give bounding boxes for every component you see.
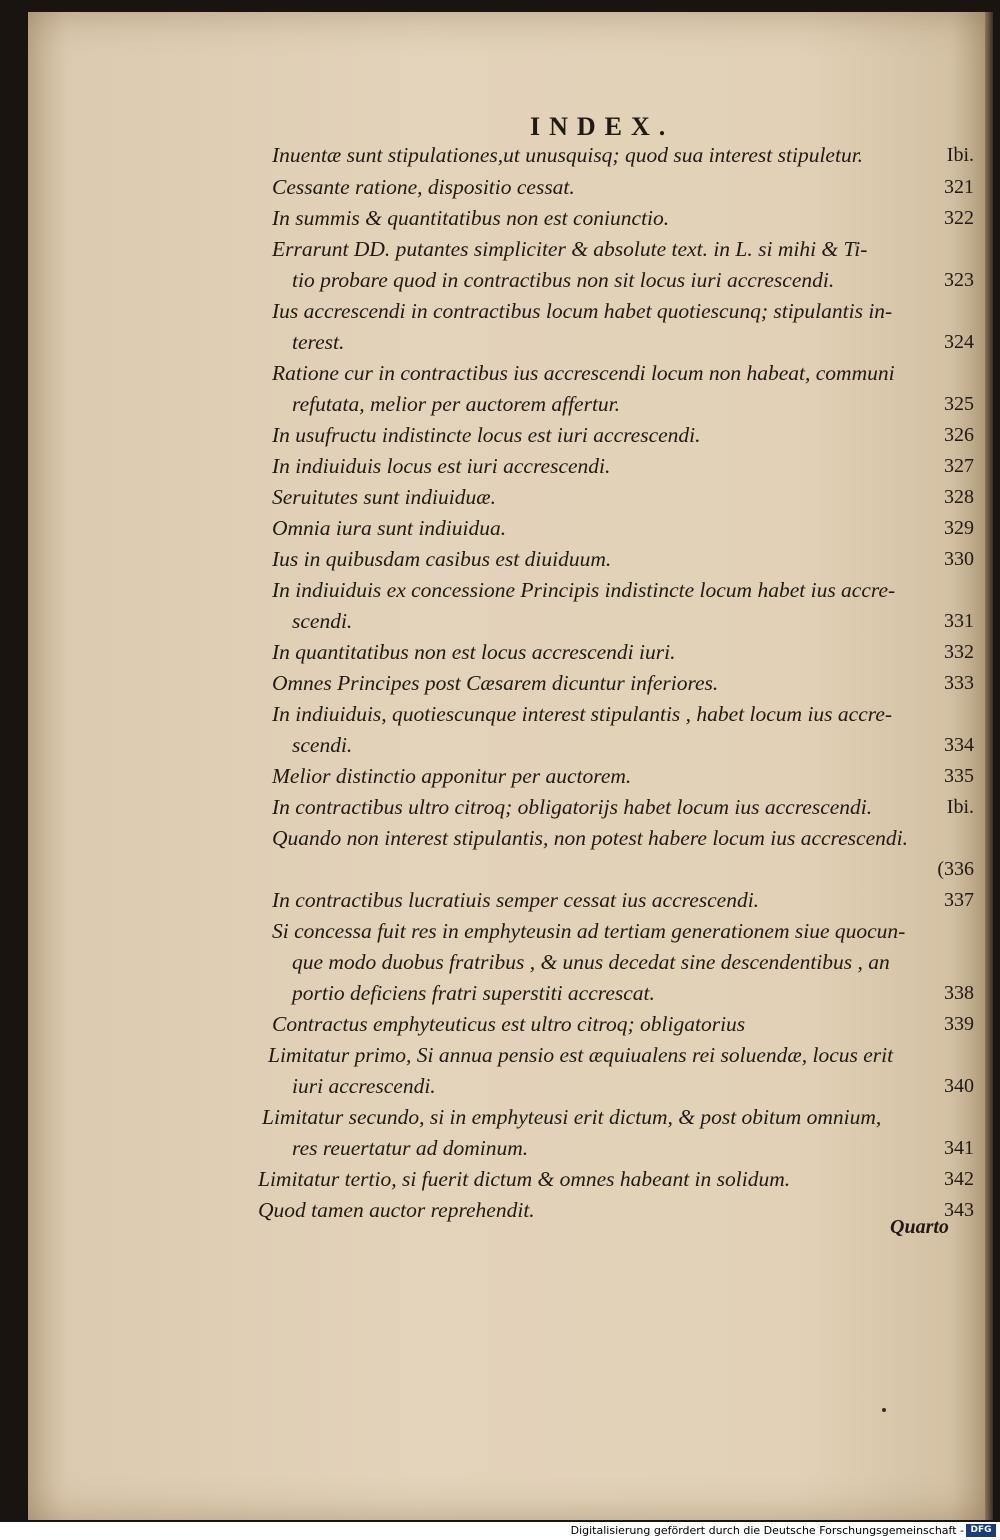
index-entry: In quantitatibus non est locus accrescendi iuri. 332 — [272, 640, 974, 664]
page-header: INDEX. — [530, 112, 675, 141]
index-entry: Si concessa fuit res in emphyteusin ad tertiam generationem siue quocun- — [272, 919, 906, 943]
index-entry: Limitatur primo, Si annua pensio est æquiualens rei soluendæ, locus erit — [268, 1043, 894, 1067]
index-entry: Inuentæ sunt stipulationes,ut unusquisq; quod sua interest stipuletur. Ibi. — [272, 143, 974, 167]
index-entry: scendi. 334 — [292, 733, 974, 757]
catchword: Quarto — [890, 1216, 949, 1238]
index-entry: portio deficiens fratri superstiti accrescat. 338 — [292, 981, 974, 1005]
index-entry: scendi. 331 — [292, 609, 974, 633]
index-entry: Contractus emphyteuticus est ultro citroq; obligatorius 339 — [272, 1012, 974, 1036]
index-entry: In contractibus lucratiuis semper cessat ius accrescendi. 337 — [272, 888, 974, 912]
ink-spot — [882, 1408, 886, 1412]
index-entry: Ius accrescendi in contractibus locum habet quotiescunq; stipulantis in- — [272, 299, 893, 323]
index-entry: Quando non interest stipulantis, non potest habere locum ius accrescendi. — [272, 826, 908, 850]
footer-credit: Digitalisierung gefördert durch die Deutsche Forschungsgemeinschaft - — [570, 1524, 964, 1537]
index-entry: In summis & quantitatibus non est coniunctio. 322 — [272, 206, 974, 230]
index-entry: Errarunt DD. putantes simpliciter & absolute text. in L. si mihi & Ti- — [272, 237, 868, 261]
index-entry: Ratione cur in contractibus ius accrescendi locum non habeat, communi — [272, 361, 895, 385]
index-entry: (336 — [937, 858, 974, 880]
index-entry: Quod tamen auctor reprehendit. 343 — [258, 1198, 974, 1222]
index-entry: refutata, melior per auctorem affertur. 325 — [292, 392, 974, 416]
index-entry: Limitatur tertio, si fuerit dictum & omnes habeant in solidum. 342 — [258, 1167, 974, 1191]
index-entry: In usufructu indistincte locus est iuri accrescendi. 326 — [272, 423, 974, 447]
index-entry: terest. 324 — [292, 330, 974, 354]
index-entry: Ius in quibusdam casibus est diuiduum. 330 — [272, 547, 974, 571]
index-entry: In contractibus ultro citroq; obligatorijs habet locum ius accrescendi. Ibi. — [272, 795, 974, 819]
dfg-logo: DFG — [966, 1524, 996, 1537]
index-entry: In indiuiduis, quotiescunque interest stipulantis , habet locum ius accre- — [272, 702, 893, 726]
index-entry: Seruitutes sunt indiuiduæ. 328 — [272, 485, 974, 509]
index-entry: In indiuiduis ex concessione Principis indistincte locum habet ius accre- — [272, 578, 896, 602]
index-entry: res reuertatur ad dominum. 341 — [292, 1136, 974, 1160]
index-entry: tio probare quod in contractibus non sit locus iuri accrescendi. 323 — [292, 268, 974, 292]
index-entry: Omnia iura sunt indiuidua. 329 — [272, 516, 974, 540]
index-entry: Melior distinctio apponitur per auctorem. 335 — [272, 764, 974, 788]
index-entry: In indiuiduis locus est iuri accrescendi. 327 — [272, 454, 974, 478]
index-entry: Omnes Principes post Cæsarem dicuntur inferiores. 333 — [272, 671, 974, 695]
index-entry: iuri accrescendi. 340 — [292, 1074, 974, 1098]
index-entry: Cessante ratione, dispositio cessat. 321 — [272, 175, 974, 199]
index-entry: que modo duobus fratribus , & unus decedat sine descendentibus , an — [292, 950, 890, 974]
index-entry: Limitatur secundo, si in emphyteusi erit dictum, & post obitum omnium, — [262, 1105, 882, 1129]
